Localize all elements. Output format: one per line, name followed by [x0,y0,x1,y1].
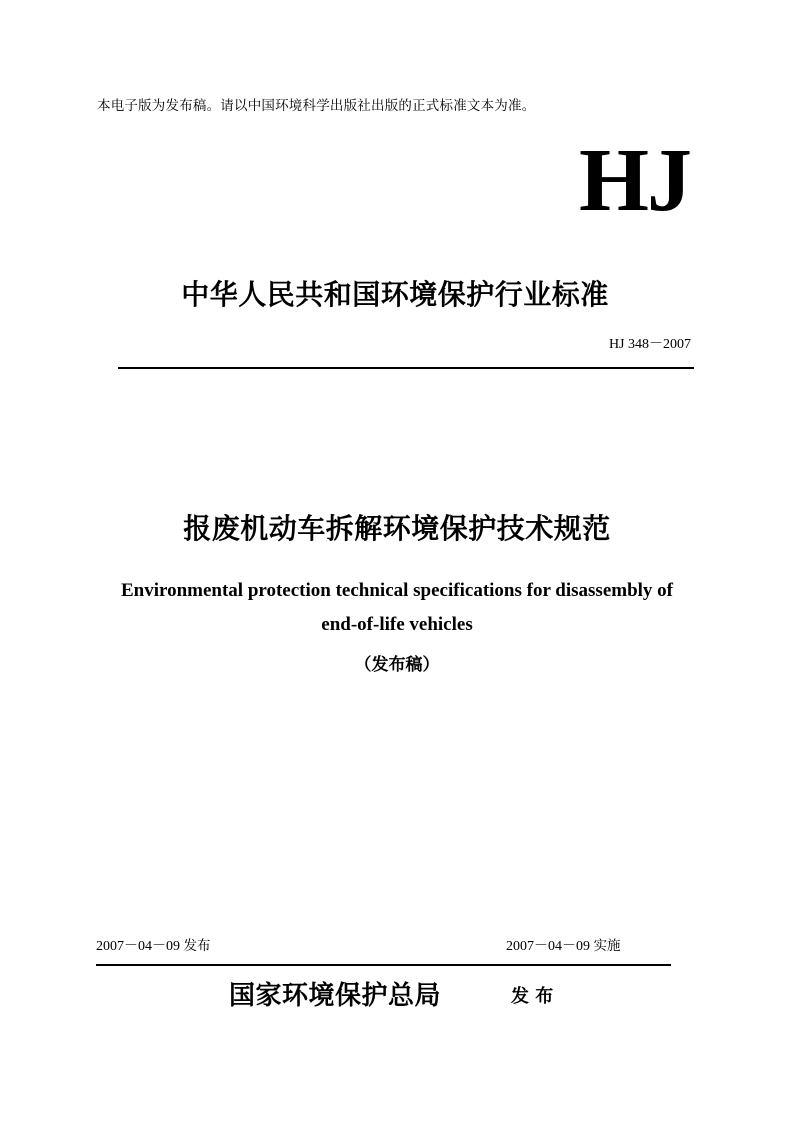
document-title-chinese: 报废机动车拆解环境保护技术规范 [183,512,611,545]
standard-category-text: 中华人民共和国环境保护行业标准 [181,278,609,311]
release-date-block [96,934,211,955]
standard-category-title [0,273,794,313]
bottom-divider [96,964,671,966]
effective-date-block [506,934,621,955]
effective-label: 实施 [593,938,621,954]
document-title-english [0,574,794,642]
english-title-line-1: Environmental protection technical specifications for disassembly of [120,580,674,601]
release-date: 2007－04－09 [96,939,180,954]
issue-word: 发 布 [511,986,554,1007]
effective-date: 2007－04－09 [506,939,590,954]
release-label: 发布 [183,938,211,954]
hj-standard-logo: HJ [578,131,690,230]
publication-notice: 本电子版为发布稿。请以中国环境科学出版社出版的正式标准文本为准。 [97,98,536,114]
english-title-line-2: end-of-life vehicles [321,614,473,635]
standard-number: HJ 348－2007 [608,337,691,352]
draft-mark: （发布稿） [354,655,440,675]
issuing-authority: 国家环境保护总局 [229,981,442,1011]
top-divider [118,367,694,369]
